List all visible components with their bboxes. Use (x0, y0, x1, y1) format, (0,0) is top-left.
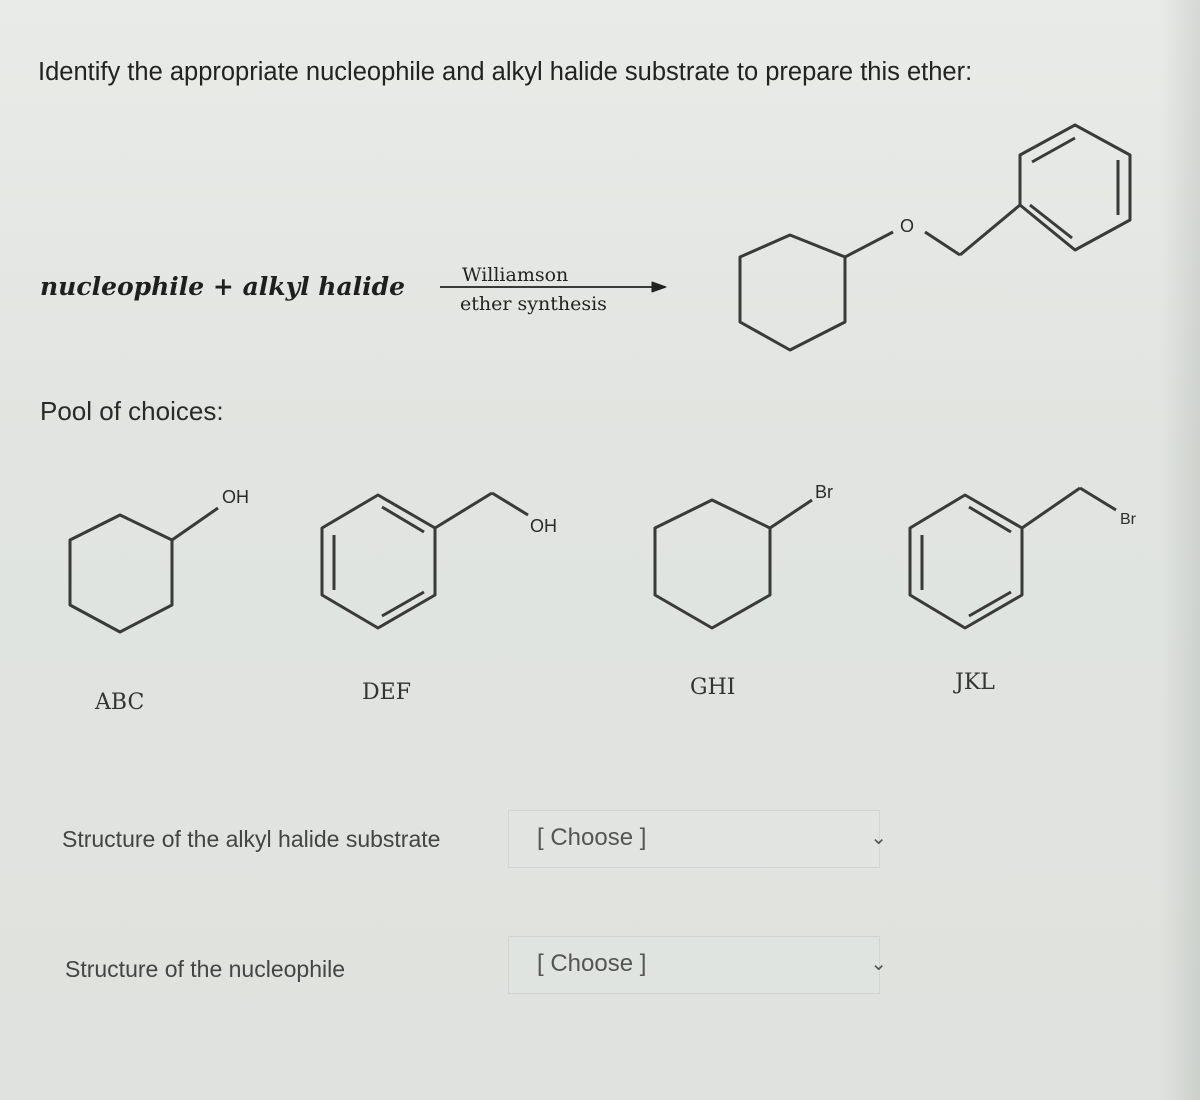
chevron-down-icon: ⌄ (870, 827, 887, 849)
choice-label-abc: ABC (95, 690, 145, 715)
nucleophile-select[interactable] (508, 936, 887, 994)
product-oxygen-atom: O (900, 216, 915, 236)
alkyl-halide-select[interactable] (508, 810, 887, 868)
reaction-reactants: nucleophile + alkyl halide (40, 272, 406, 301)
chevron-down-icon: ⌄ (870, 953, 887, 975)
choice-label-def: DEF (362, 680, 411, 705)
reaction-arrow-label-bottom: ether synthesis (460, 293, 607, 315)
question-text: Identify the appropriate nucleophile and alkyl halide substrate to prepare this ether: (38, 58, 973, 86)
choice-def-group: OH (530, 516, 557, 536)
pool-label: Pool of choices: (40, 396, 224, 426)
choice-abc-group: OH (222, 487, 249, 507)
alkyl-halide-select-value: [ Choose ] (537, 824, 647, 851)
choice-label-ghi: GHI (690, 675, 736, 700)
alkyl-halide-question-label: Structure of the alkyl halide substrate (62, 826, 441, 852)
choice-label-jkl: JKL (955, 670, 995, 695)
reaction-arrow-label-top: Williamson (462, 264, 569, 286)
choice-jkl-group: Br (1120, 511, 1136, 528)
nucleophile-select-value: [ Choose ] (537, 950, 647, 977)
nucleophile-question-label: Structure of the nucleophile (65, 956, 346, 982)
choice-ghi-group: Br (815, 482, 833, 502)
